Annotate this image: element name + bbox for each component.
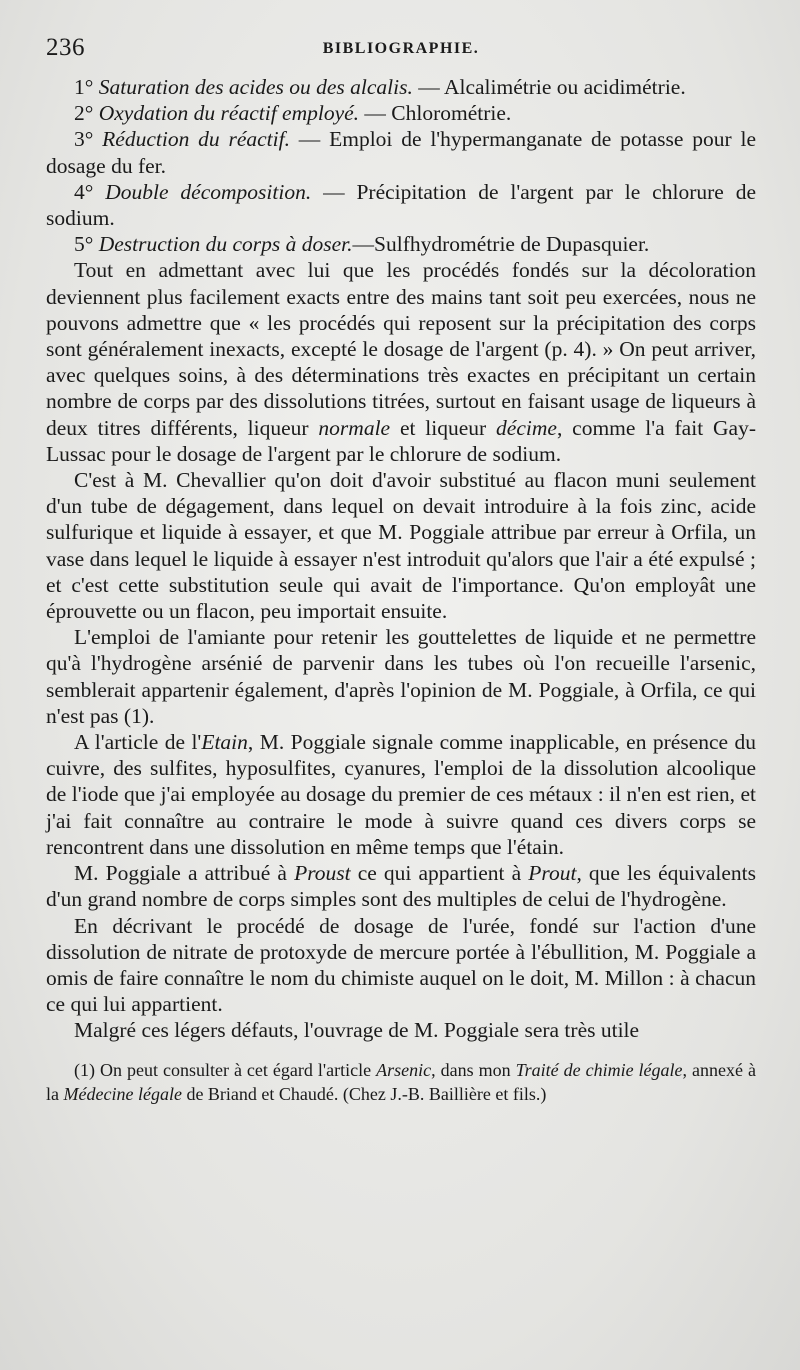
- text-run: de Briand et Chaudé. (Chez J.-B. Baillière et fils.): [181, 1084, 547, 1105]
- item-dash: —: [311, 179, 357, 204]
- paragraph: Malgré ces légers défauts, l'ouvrage de M. Poggiale sera très utile: [74, 1018, 640, 1043]
- body-text: [46, 74, 756, 1044]
- text-run: , annexé à la: [46, 1059, 756, 1105]
- list-item: [46, 100, 756, 126]
- item-dash: —: [352, 232, 375, 257]
- list-item: [46, 126, 756, 178]
- item-text: Sulfhydrométrie de Dupasquier.: [374, 232, 650, 257]
- italic-run: Prout: [528, 861, 577, 886]
- paragraph: En décrivant le procédé de dosage de l'urée, fondé sur l'action d'une dissolution de nitrate de protoxyde de mercure portée à l'ébullition, M. Poggiale a omis de faire connaître le nom du chimiste auquel on le doit, M. Millon : à chacun ce qui lui appartient.: [46, 913, 756, 1017]
- item-dash: —: [412, 75, 444, 99]
- list-item: [46, 179, 756, 231]
- list-item: [46, 74, 756, 100]
- text-run: ce qui appartient à: [350, 861, 529, 886]
- item-title: Double décomposition.: [105, 179, 312, 204]
- paragraph: [46, 729, 756, 860]
- italic-run: décime: [496, 415, 557, 440]
- item-number: 1°: [74, 75, 94, 99]
- item-text: Précipitation de l'argent par le chlorure de sodium.: [46, 179, 756, 231]
- item-title: Saturation des acides ou des alcalis.: [98, 75, 413, 99]
- page-number: 236: [46, 34, 85, 61]
- item-title: Réduction du réactif.: [102, 127, 290, 152]
- text-run: , M. Poggiale signale comme inapplicable, en présence du cuivre, des sulfites, hyposulfites, cyanures, l'emploi de la dissolution alcoolique de l'iode que j'ai employée au dosage du premier de ces métaux : il n'en est rien, et j'ai fait connaître au contraire le mode à suivre quand ces divers corps se rencontrent dans une dissolution en même temps que l'étain.: [46, 730, 756, 859]
- text-run: M. Poggiale a attribué à: [74, 861, 295, 886]
- text-run: Tout en admettant avec lui que les procédés fondés sur la décoloration deviennent plus facilement exacts entre des mains tant soit peu exercées, nous ne pouvons admettre que « les procédés qui reposent sur la précipitation des corps sont généralement inexacts, excepté le dosage de l'argent (p. 4). » On peut arriver, avec quelques soins, à des déterminations très exactes en précipitant un certain nombre de corps par des dissolutions titrées, surtout en faisant usage de liqueurs à deux titres différents, liqueur: [46, 258, 756, 440]
- italic-run: normale: [318, 415, 391, 440]
- text-run: , que les équivalents d'un grand nombre de corps simples sont des multiples de celui de l'hydrogène.: [46, 861, 756, 912]
- running-head: BIBLIOGRAPHIE.: [322, 40, 480, 57]
- text-run: A l'article de l': [74, 730, 202, 755]
- item-dash: —: [289, 127, 330, 152]
- footnote-text: [46, 1058, 756, 1107]
- text-run: et liqueur: [390, 415, 497, 440]
- text-run: , dans mon: [431, 1059, 516, 1080]
- item-number: 4°: [74, 179, 94, 204]
- text-run: (1) On peut consulter à cet égard l'article: [74, 1059, 377, 1080]
- italic-run: Médecine légale: [63, 1084, 182, 1105]
- item-text: Chlorométrie.: [391, 101, 512, 126]
- italic-run: Etain: [201, 730, 248, 755]
- italic-run: Arsenic: [376, 1059, 432, 1080]
- paragraph: C'est à M. Chevallier qu'on doit d'avoir substitué au flacon muni seulement d'un tube de dégagement, dans lequel on devait introduire à la fois zinc, acide sulfurique et liquide à essayer, et que M. Poggiale attribue par erreur à Orfila, un vase dans lequel le liquide à essayer n'est introduit qu'alors que l'air a été expulsé ; et c'est cette substitution seule qui avait de l'importance. Qu'on employât une éprouvette ou un flacon, peu importait ensuite.: [46, 468, 756, 624]
- text-run: , comme l'a fait Gay-Lussac pour le dosage de l'argent par le chlorure de sodium.: [46, 415, 756, 466]
- list-item: [46, 231, 756, 257]
- item-title: Destruction du corps à doser.: [98, 232, 353, 257]
- italic-run: Proust: [294, 861, 351, 886]
- paragraph: L'emploi de l'amiante pour retenir les gouttelettes de liquide et ne permettre qu'à l'hydrogène arsénié de parvenir dans les tubes où l'on recueille l'arsenic, semblerait appartenir également, d'après l'opinion de M. Poggiale, à Orfila, ce qui n'est pas (1).: [46, 625, 756, 728]
- paragraph: [46, 860, 756, 912]
- item-title: Oxydation du réactif employé.: [98, 101, 360, 126]
- item-number: 5°: [74, 232, 94, 257]
- item-number: 2°: [74, 101, 94, 126]
- item-text: Alcalimétrie ou acidimétrie.: [443, 75, 686, 99]
- footnote: [46, 1058, 756, 1107]
- italic-run: Traité de chimie légale: [515, 1059, 683, 1080]
- item-text: Emploi de l'hypermanganate de potasse pour le dosage du fer.: [46, 127, 756, 178]
- paragraph: [46, 257, 756, 467]
- page-header: [46, 30, 756, 74]
- item-dash: —: [359, 101, 392, 126]
- item-number: 3°: [74, 127, 94, 152]
